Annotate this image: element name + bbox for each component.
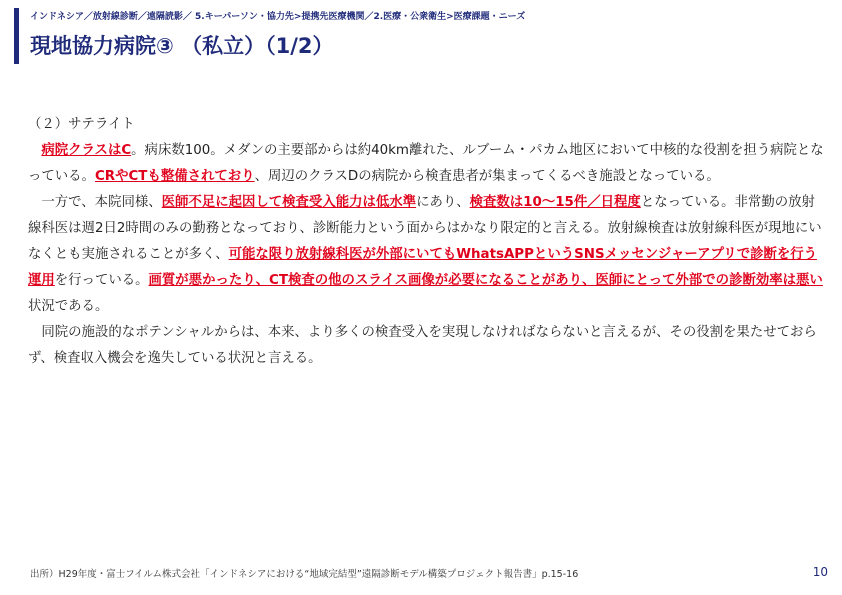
- section-heading: （２）サテライト: [28, 117, 135, 132]
- highlight-doctor-shortage: 医師不足に起因して検査受入能力は低水準: [161, 195, 417, 210]
- highlight-whatsapp-operation: 可能な限り放射線科医が外部にいてもWhatsAPPというSNSメッセンジャーアプリで診断を行う運用: [28, 247, 818, 288]
- highlight-diagnosis-efficiency: 画質が悪かったり、CT検査の他のスライス画像が必要になることがあり、医師にとって外部での診断効率は悪い: [148, 273, 823, 288]
- highlight-exam-count: 検査数は10～15件／日程度: [469, 195, 641, 210]
- paragraph-2-text-5: 状況である。: [28, 299, 109, 314]
- paragraph-1-text-1: 。病床数100。メダンの主要部からは約40km離れた、ルブーム・パカム地区において中核的な役割を担う病院となっている。: [28, 143, 824, 184]
- page-number: 10: [812, 565, 828, 579]
- title-accent-bar: [14, 8, 19, 64]
- highlight-hospital-class: 病院クラスはC: [41, 143, 132, 158]
- paragraph-2-text-4: を行っている。: [54, 273, 149, 288]
- paragraph-2-text-3: となっている。非常勤の放射線科医は週2日2時間のみの勤務となっており、診断能力という面からはかなり限定的と言える。放射線検査は放射線科医が現地にいなくとも実施されることが多く、: [28, 195, 822, 262]
- paragraph-1-text-2: 、周辺のクラスDの病院から検査患者が集まってくるべき施設となっている。: [254, 169, 720, 184]
- paragraph-3: [28, 320, 828, 372]
- body-text: [28, 112, 828, 372]
- source-footnote: 出所）H29年度・富士フイルム株式会社「インドネシアにおける“地域完結型”遠隔診断モデル構築プロジェクト報告書」p.15-16: [30, 569, 579, 580]
- paragraph-2-text-2: にあり、: [416, 195, 470, 210]
- paragraph-3-text: 同院の施設的なポテンシャルからは、本来、より多くの検査受入を実現しなければならないと言えるが、その役割を果たせておらず、検査収入機会を逸失している状況と言える。: [28, 325, 817, 366]
- page-title: 現地協力病院③ （私立）（1/2）: [30, 34, 334, 58]
- paragraph-1: [28, 138, 828, 190]
- highlight-cr-ct: CRやCTも整備されており: [94, 169, 255, 184]
- paragraph-2-text-1: 一方で、本院同様、: [41, 195, 162, 210]
- breadcrumb: インドネシア／放射線診断／遠隔読影／ 5.キーパーソン・協力先>提携先医療機関／2.医療・公衆衛生>医療課題・ニーズ: [30, 12, 526, 22]
- paragraph-2: [28, 190, 828, 320]
